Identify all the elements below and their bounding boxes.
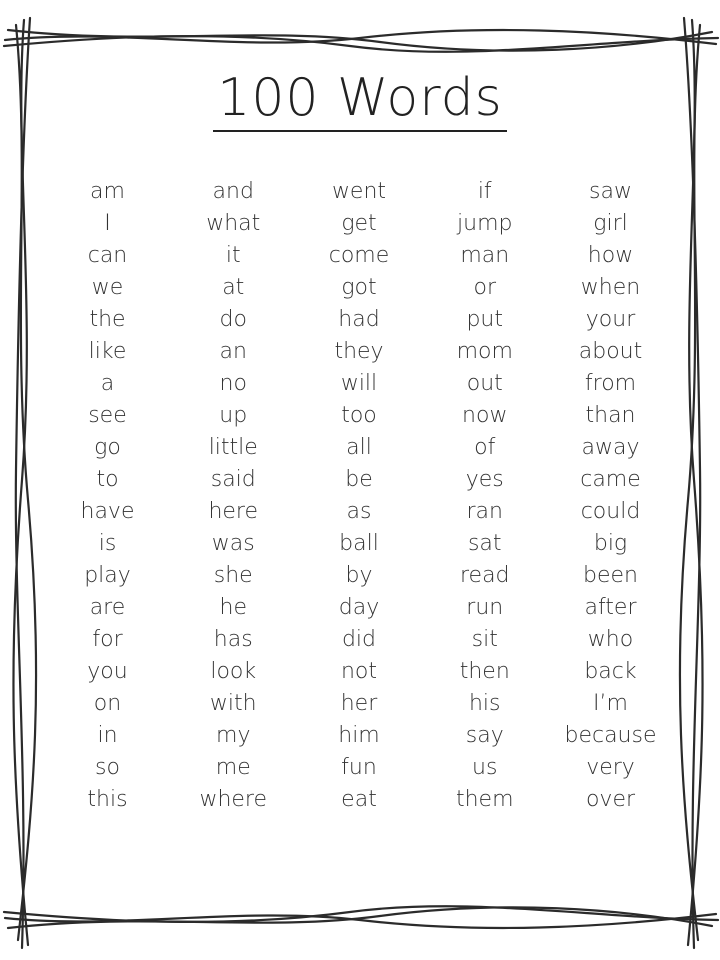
- sight-word: been: [583, 563, 638, 588]
- sight-word: had: [338, 307, 380, 332]
- sight-word: fun: [341, 755, 377, 780]
- sight-word: your: [585, 307, 636, 332]
- sight-word: read: [459, 563, 510, 588]
- sight-word: get: [341, 211, 377, 236]
- sight-word: say: [465, 723, 504, 748]
- sight-word: went: [331, 179, 387, 204]
- sight-word: as: [346, 499, 372, 524]
- sight-word: at: [222, 275, 245, 300]
- sight-word: I: [104, 211, 111, 236]
- sight-word: us: [472, 755, 498, 780]
- sight-word: is: [98, 531, 117, 556]
- sight-word: look: [210, 659, 257, 684]
- sight-word: not: [340, 659, 378, 684]
- sight-word: a: [100, 371, 115, 396]
- sight-word: by: [345, 563, 373, 588]
- sight-word: was: [211, 531, 255, 556]
- sight-word: could: [580, 499, 641, 524]
- sight-word: said: [210, 467, 256, 492]
- sight-word: the: [89, 307, 126, 332]
- sight-word: am: [90, 179, 125, 204]
- sight-word: saw: [589, 179, 632, 204]
- sight-word: she: [213, 563, 253, 588]
- sight-word: they: [334, 339, 384, 364]
- sight-word: then: [459, 659, 510, 684]
- sight-word: who: [587, 627, 634, 652]
- sight-word: away: [581, 435, 640, 460]
- sight-word: it: [225, 243, 241, 268]
- sight-word: if: [477, 179, 492, 204]
- sight-word: on: [93, 691, 122, 716]
- border-right-line: [680, 25, 700, 940]
- sight-word: with: [209, 691, 257, 716]
- sight-word: come: [328, 243, 390, 268]
- sight-word: when: [580, 275, 641, 300]
- sight-word: will: [340, 371, 378, 396]
- sight-word: got: [341, 275, 377, 300]
- sight-word: what: [206, 211, 261, 236]
- sight-word: in: [97, 723, 118, 748]
- sight-word: or: [473, 275, 496, 300]
- sight-word: back: [584, 659, 637, 684]
- sight-word: jump: [457, 211, 513, 236]
- sight-word: her: [340, 691, 378, 716]
- word-column: [297, 176, 422, 816]
- sight-word: up: [219, 403, 248, 428]
- sight-word: day: [338, 595, 380, 620]
- sight-word: put: [466, 307, 504, 332]
- sight-word: this: [87, 787, 128, 812]
- word-column: [171, 176, 296, 816]
- word-grid: [45, 176, 673, 816]
- sight-word: did: [341, 627, 377, 652]
- sight-word: too: [341, 403, 377, 428]
- sight-word: can: [87, 243, 128, 268]
- sight-word: where: [199, 787, 268, 812]
- sight-word: are: [89, 595, 126, 620]
- word-column: [45, 176, 170, 816]
- sight-word: than: [585, 403, 636, 428]
- sight-word: very: [586, 755, 635, 780]
- sight-word: do: [219, 307, 247, 332]
- sight-word: of: [474, 435, 496, 460]
- sight-word: out: [466, 371, 503, 396]
- sight-word: like: [88, 339, 127, 364]
- sight-word: we: [91, 275, 124, 300]
- sight-word: yes: [465, 467, 504, 492]
- sight-word: sat: [467, 531, 502, 556]
- sight-word: ball: [339, 531, 379, 556]
- sight-word: from: [584, 371, 637, 396]
- sight-word: and: [212, 179, 254, 204]
- sight-word: you: [87, 659, 128, 684]
- sight-word: eat: [341, 787, 377, 812]
- title-area: [0, 68, 720, 132]
- sight-word: my: [216, 723, 251, 748]
- sight-word: he: [219, 595, 247, 620]
- sight-word: no: [219, 371, 247, 396]
- sight-word: so: [95, 755, 120, 780]
- sight-word: sit: [471, 627, 498, 652]
- sight-word: ran: [466, 499, 503, 524]
- sight-word: see: [88, 403, 127, 428]
- sight-word: play: [84, 563, 131, 588]
- sight-word: man: [460, 243, 510, 268]
- sight-word: has: [213, 627, 253, 652]
- sight-word: little: [208, 435, 258, 460]
- sight-word: now: [462, 403, 508, 428]
- word-column: [422, 176, 547, 816]
- border-left-line: [16, 25, 36, 940]
- sight-word: an: [219, 339, 247, 364]
- word-column: [548, 176, 673, 816]
- sight-word: came: [580, 467, 641, 492]
- sight-word: all: [346, 435, 372, 460]
- sight-word: have: [80, 499, 135, 524]
- sight-word: big: [593, 531, 628, 556]
- sight-word: mom: [456, 339, 513, 364]
- sight-word: him: [338, 723, 380, 748]
- sight-word: how: [587, 243, 634, 268]
- sight-word: his: [468, 691, 501, 716]
- sight-word: to: [96, 467, 119, 492]
- sight-word: them: [455, 787, 514, 812]
- sight-word: here: [208, 499, 259, 524]
- sight-word: about: [578, 339, 643, 364]
- sight-word: run: [466, 595, 504, 620]
- sight-word: girl: [593, 211, 628, 236]
- sight-word: go: [94, 435, 121, 460]
- sight-word: over: [585, 787, 636, 812]
- sight-word: because: [564, 723, 657, 748]
- sight-word: I’m: [593, 691, 628, 716]
- sight-word: me: [215, 755, 251, 780]
- sight-word: for: [92, 627, 123, 652]
- page-title: 100 Words: [213, 68, 507, 132]
- sight-word: after: [584, 595, 637, 620]
- sight-word: be: [345, 467, 373, 492]
